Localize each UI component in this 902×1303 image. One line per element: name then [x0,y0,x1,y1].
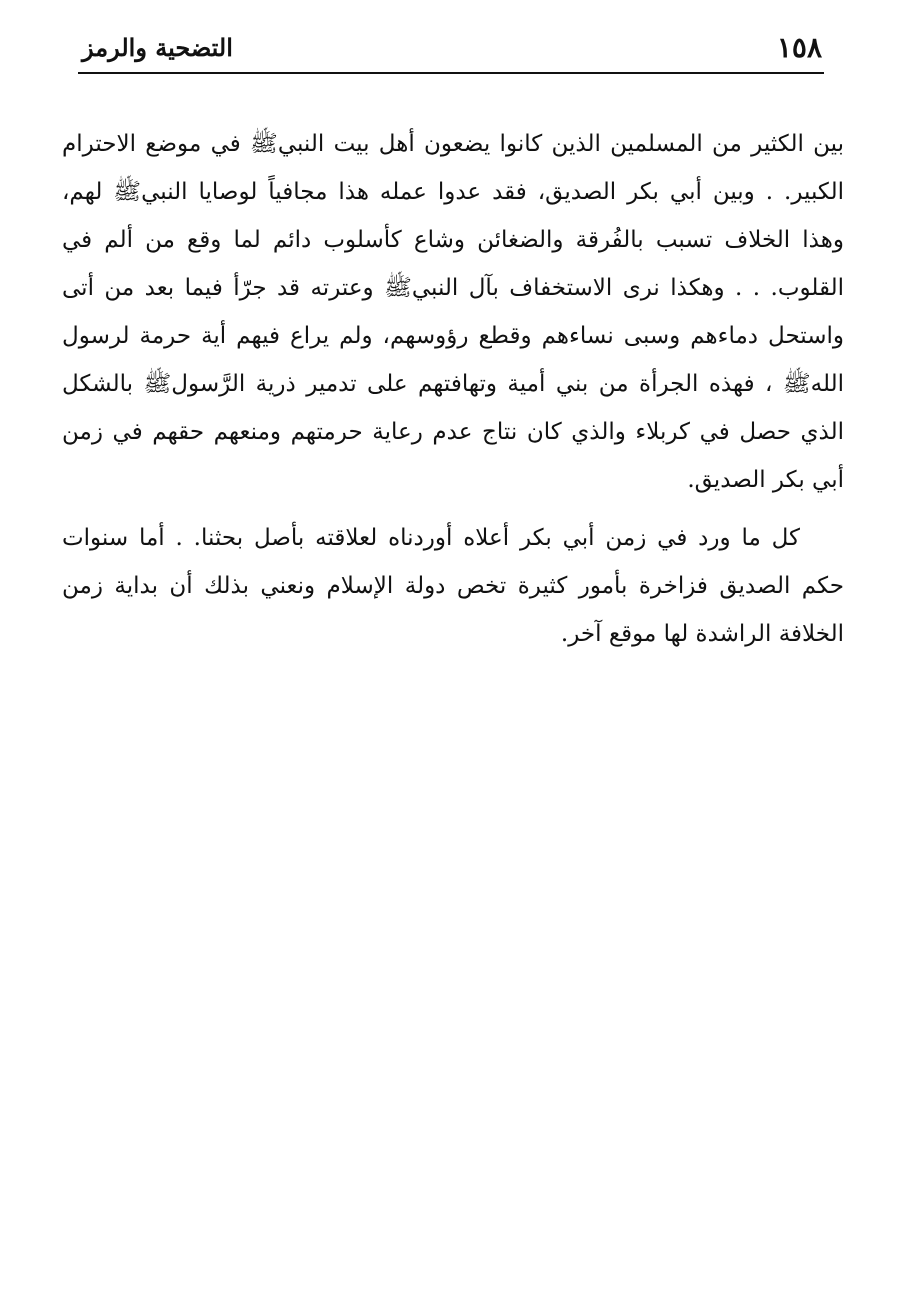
running-title: التضحية والرمز [82,33,233,62]
header-divider [78,72,824,74]
paragraph: بين الكثير من المسلمين الذين كانوا يضعون أهل بيت النبيﷺ في موضع الاحترام الكبير. . وبين أبي بكر الصديق، فقد عدوا عمله هذا مجافياً لوصايا النبيﷺ لهم، وهذا الخلاف تسبب بالفُرقة والضغائن وشاع كأسلوب دائم لما وقع من ألم في القلوب. . . وهكذا نرى الاستخفاف بآل النبيﷺ وعترته قد جرّأ فيما بعد من أتى واستحل دماءهم وسبى نساءهم وقطع رؤوسهم، ولم يراع فيهم أية حرمة لرسول اللهﷺ ، فهذه الجرأة من بني أمية وتهافتهم على تدمير ذرية الرَّسولﷺ بالشكل الذي حصل في كربلاء والذي كان نتاج عدم رعاية حرمتهم ومنعهم حقهم في زمن أبي بكر الصديق. [62,131,844,493]
page-number: ١٥٨ [776,31,822,64]
page-body [62,120,844,658]
paragraph: كل ما ورد في زمن أبي بكر أعلاه أوردناه لعلاقته بأصل بحثنا. . أما سنوات حكم الصديق فزاخرة بأمور كثيرة تخص دولة الإسلام ونعني بذلك أن بداية زمن الخلافة الراشدة لها موقع آخر. [62,525,844,647]
page-header [82,28,822,68]
